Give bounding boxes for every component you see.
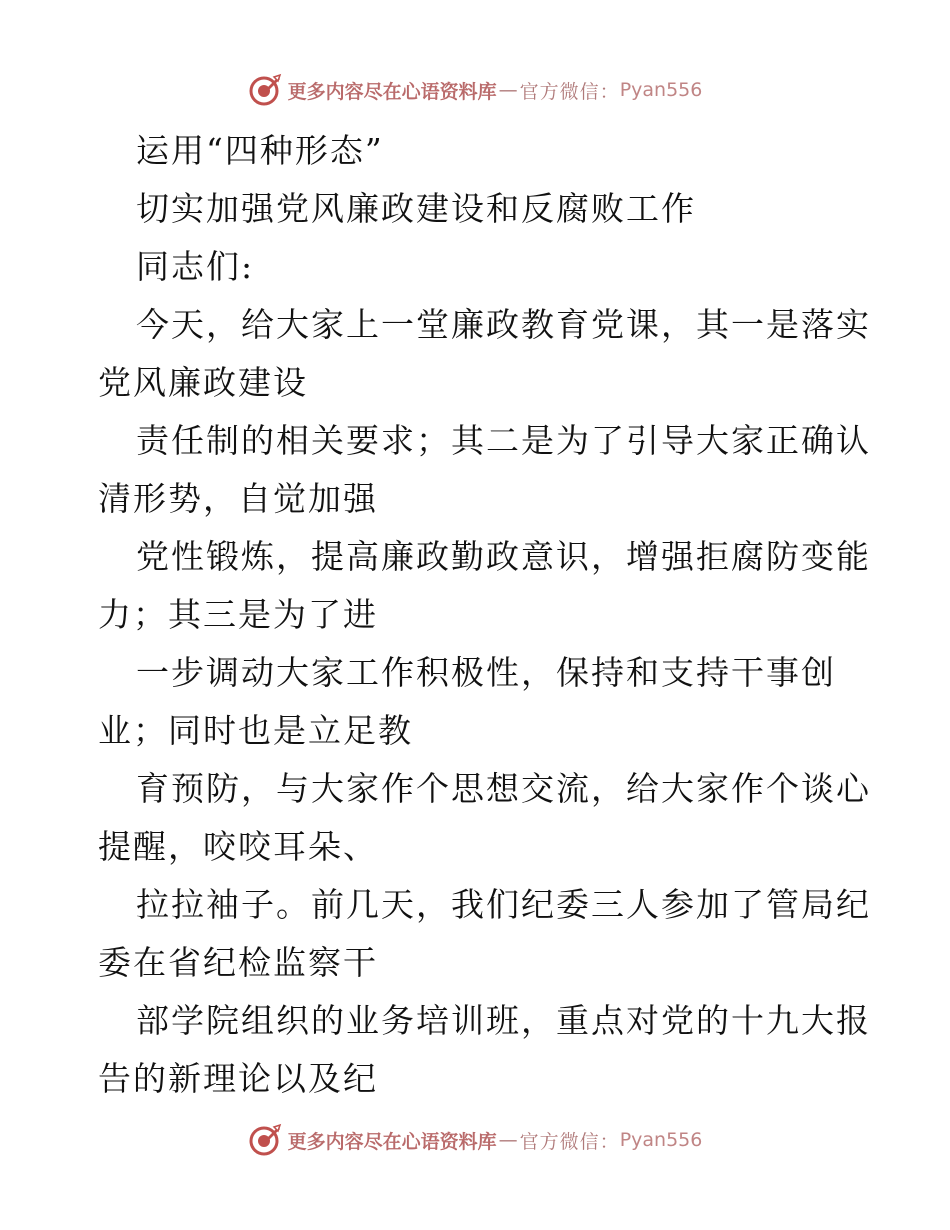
paragraph-line: 党性锻炼，提高廉政勤政意识，增强拒腐防变能	[136, 537, 871, 576]
document-title-line-1: 运用“四种形态”	[136, 131, 384, 170]
paragraph-line: 清形势，自觉加强	[98, 479, 378, 518]
paragraph-line: 育预防，与大家作个思想交流，给大家作个谈心	[136, 769, 871, 808]
paragraph-line: 力；其三是为了进	[98, 595, 378, 634]
pen-logo-icon	[248, 1123, 282, 1157]
paragraph-line: 拉拉袖子。前几天，我们纪委三人参加了管局纪	[136, 885, 871, 924]
salutation: 同志们:	[136, 247, 255, 286]
document-title-line-2: 切实加强党风廉政建设和反腐败工作	[136, 189, 696, 228]
header-watermark	[0, 70, 950, 110]
paragraph-line: 一步调动大家工作积极性，保持和支持干事创	[136, 653, 836, 692]
watermark-id: Pyan556	[619, 79, 703, 101]
pen-logo-icon	[248, 73, 282, 107]
footer-watermark	[0, 1120, 950, 1160]
watermark-separator: —	[498, 79, 518, 101]
paragraph-line: 提醒，咬咬耳朵、	[98, 827, 378, 866]
watermark-separator: —	[498, 1129, 518, 1151]
paragraph-line: 今天，给大家上一堂廉政教育党课，其一是落实	[136, 305, 871, 344]
watermark-id: Pyan556	[619, 1129, 703, 1151]
paragraph-line: 业；同时也是立足教	[98, 711, 413, 750]
paragraph-line: 责任制的相关要求；其二是为了引导大家正确认	[136, 421, 871, 460]
watermark-brand: 更多内容尽在心语资料库	[287, 1130, 497, 1153]
paragraph-line: 部学院组织的业务培训班，重点对党的十九大报	[136, 1001, 871, 1040]
watermark-label: 官方微信：	[519, 80, 620, 103]
watermark-label: 官方微信：	[519, 1130, 620, 1153]
paragraph-line: 党风廉政建设	[98, 363, 308, 402]
watermark-brand: 更多内容尽在心语资料库	[287, 80, 497, 103]
document-body	[98, 122, 871, 1108]
paragraph-line: 告的新理论以及纪	[98, 1059, 378, 1098]
paragraph-line: 委在省纪检监察干	[98, 943, 378, 982]
